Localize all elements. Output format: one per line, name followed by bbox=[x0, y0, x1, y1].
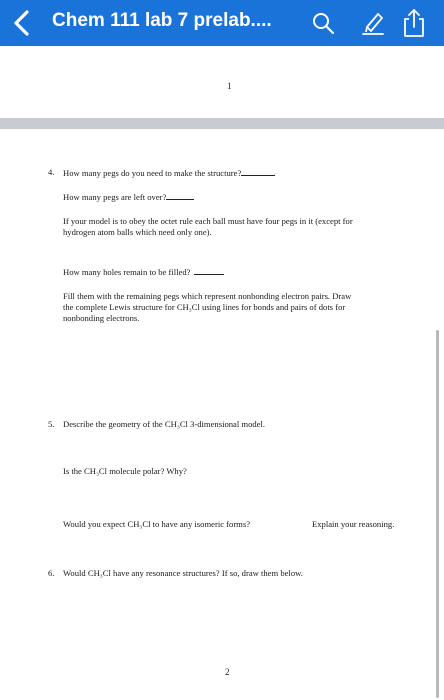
question-number: 5. bbox=[48, 419, 55, 429]
annotate-pen-icon[interactable] bbox=[360, 10, 386, 36]
share-icon[interactable] bbox=[401, 7, 427, 39]
question-text: Describe the geometry of the CH₃Cl 3-dimensional model. bbox=[63, 419, 266, 429]
question-text: Is the CH₃Cl molecule polar? Why? bbox=[63, 466, 187, 476]
scrollbar[interactable] bbox=[436, 330, 439, 698]
back-chevron-icon[interactable] bbox=[10, 9, 36, 37]
question-number: 6. bbox=[48, 568, 55, 578]
instruction-text: the complete Lewis structure for CH₃Cl using lines for bonds and pairs of dots for bbox=[63, 302, 346, 312]
question-text: Would CH₃Cl have any resonance structures? If so, draw them below. bbox=[63, 568, 303, 578]
page-number: 2 bbox=[225, 667, 230, 677]
question-text: Would you expect CH₃Cl to have any isomeric forms? bbox=[63, 519, 251, 529]
question-text: How many pegs are left over? bbox=[63, 191, 194, 203]
document-title: Chem 111 lab 7 prelab.... bbox=[52, 10, 272, 31]
search-icon[interactable] bbox=[311, 11, 335, 35]
top-toolbar bbox=[0, 0, 444, 46]
question-text: How many pegs do you need to make the structure? bbox=[63, 167, 275, 179]
page-number: 1 bbox=[227, 81, 232, 91]
instruction-text: Fill them with the remaining pegs which represent nonbonding electron pairs. Draw bbox=[63, 291, 352, 301]
instruction-text: hydrogen atom balls which need only one). bbox=[63, 227, 212, 237]
question-number: 4. bbox=[48, 167, 55, 177]
question-text: Explain your reasoning. bbox=[312, 519, 395, 529]
page-separator bbox=[0, 118, 444, 129]
question-text: How many holes remain to be filled? bbox=[63, 266, 224, 278]
instruction-text: If your model is to obey the octet rule each ball must have four pegs in it (except for bbox=[63, 216, 353, 226]
instruction-text: nonbonding electrons. bbox=[63, 313, 140, 323]
